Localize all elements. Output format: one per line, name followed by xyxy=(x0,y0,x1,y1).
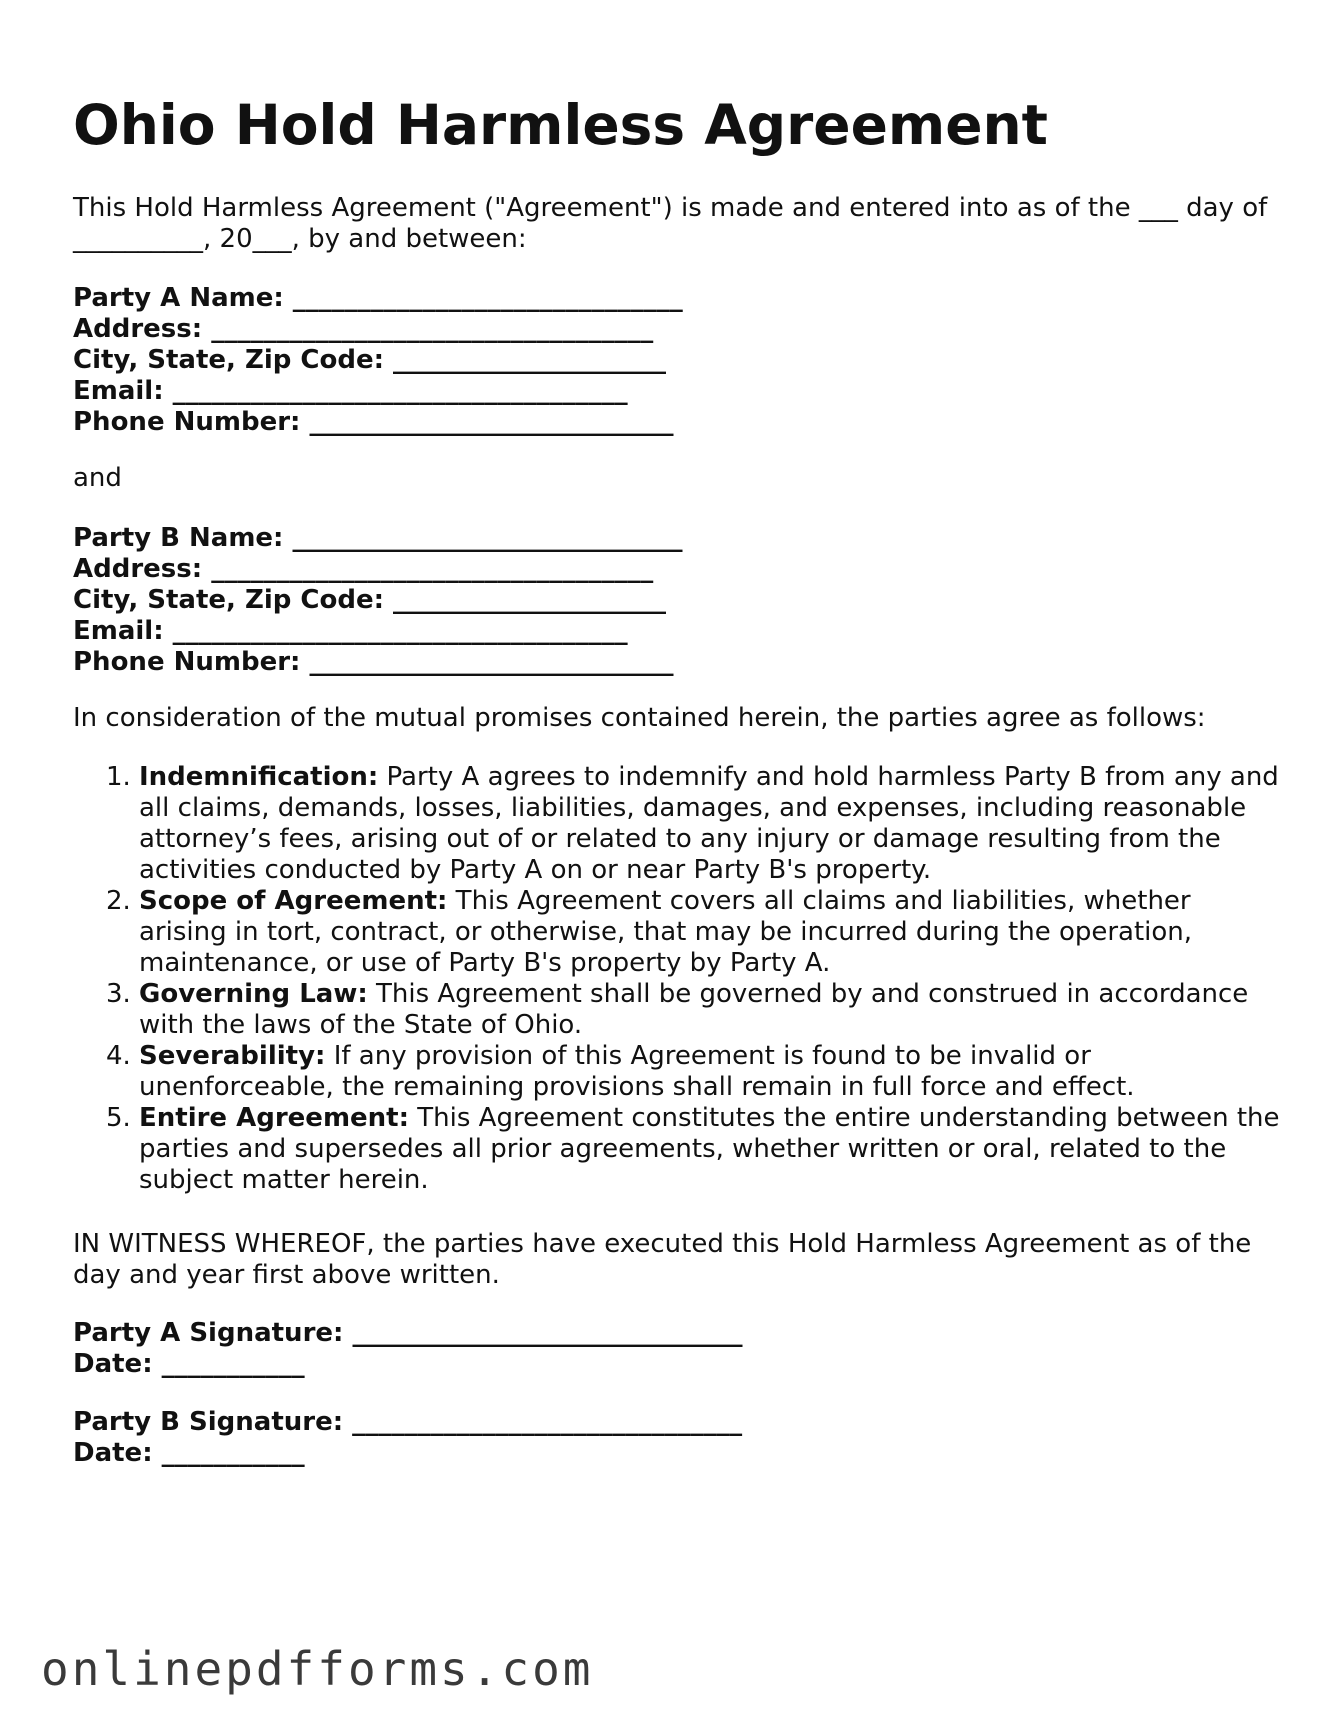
term-title: Severability: xyxy=(139,1041,326,1071)
term-number: 1. xyxy=(106,762,131,792)
party-a-city-state-zip-field: City, State, Zip Code: _____________________ xyxy=(73,345,667,375)
party-a-phone-field: Phone Number: ____________________________ xyxy=(73,407,674,437)
term-item xyxy=(73,762,1283,886)
term-item xyxy=(73,979,1283,1041)
terms-list xyxy=(73,762,1283,1196)
document-title: Ohio Hold Harmless Agreement xyxy=(73,93,1048,157)
term-title: Governing Law: xyxy=(139,979,368,1009)
party-b-fields xyxy=(73,523,683,678)
party-b-city-state-zip-field: City, State, Zip Code: _____________________ xyxy=(73,585,667,615)
party-b-date-field: Date: ___________ xyxy=(73,1438,305,1468)
term-number: 2. xyxy=(106,886,131,916)
term-title: Entire Agreement: xyxy=(139,1103,410,1133)
party-b-email-field: Email: ___________________________________ xyxy=(73,616,628,646)
term-number: 5. xyxy=(106,1103,131,1133)
term-item xyxy=(73,1041,1283,1103)
party-a-address-field: Address: __________________________________ xyxy=(73,314,654,344)
party-b-phone-field: Phone Number: ____________________________ xyxy=(73,647,674,677)
party-a-email-field: Email: ___________________________________ xyxy=(73,376,628,406)
term-body: Party A agrees to indemnify and hold harmless Party B from any and all claims, demands, losses, liabilities, damages, and expenses, including reasonable attorney’s fees, arising out of or related to any injury or damage resulting from the activities conducted by Party A on or near Party B's property. xyxy=(139,762,1279,885)
term-body: This Agreement shall be governed by and construed in accordance with the laws of the State of Ohio. xyxy=(139,979,1249,1040)
party-b-name-field: Party B Name: ______________________________ xyxy=(73,523,683,553)
party-a-signature-block xyxy=(73,1318,742,1380)
and-separator: and xyxy=(73,463,122,493)
term-item xyxy=(73,886,1283,979)
term-title: Indemnification: xyxy=(139,762,379,792)
term-item xyxy=(73,1103,1283,1196)
party-b-signature-field: Party B Signature: ______________________________ xyxy=(73,1407,743,1437)
party-b-address-field: Address: __________________________________ xyxy=(73,554,654,584)
term-number: 3. xyxy=(106,979,131,1009)
party-a-date-field: Date: ___________ xyxy=(73,1349,305,1379)
consideration-paragraph: In consideration of the mutual promises contained herein, the parties agree as follows: xyxy=(73,703,1206,733)
party-a-signature-field: Party A Signature: ______________________________ xyxy=(73,1318,743,1348)
party-b-signature-block xyxy=(73,1407,742,1469)
party-a-name-field: Party A Name: ______________________________ xyxy=(73,283,683,313)
watermark-text: onlinepdfforms.com xyxy=(41,1642,594,1696)
intro-paragraph: This Hold Harmless Agreement ("Agreement") is made and entered into as of the ___ day of __________, 20___, by and between: xyxy=(73,193,1268,254)
party-a-fields xyxy=(73,283,683,438)
term-body: This Agreement constitutes the entire understanding between the parties and supersedes all prior agreements, whether written or oral, related to the subject matter herein. xyxy=(139,1103,1280,1195)
term-body: If any provision of this Agreement is found to be invalid or unenforceable, the remaining provisions shall remain in full force and effect. xyxy=(139,1041,1135,1102)
term-title: Scope of Agreement: xyxy=(139,886,448,916)
term-number: 4. xyxy=(106,1041,131,1071)
term-body: This Agreement covers all claims and liabilities, whether arising in tort, contract, or otherwise, that may be incurred during the operation, maintenance, or use of Party B's property by Party A. xyxy=(139,886,1193,978)
witness-paragraph: IN WITNESS WHEREOF, the parties have executed this Hold Harmless Agreement as of the day and year first above written. xyxy=(73,1229,1252,1290)
